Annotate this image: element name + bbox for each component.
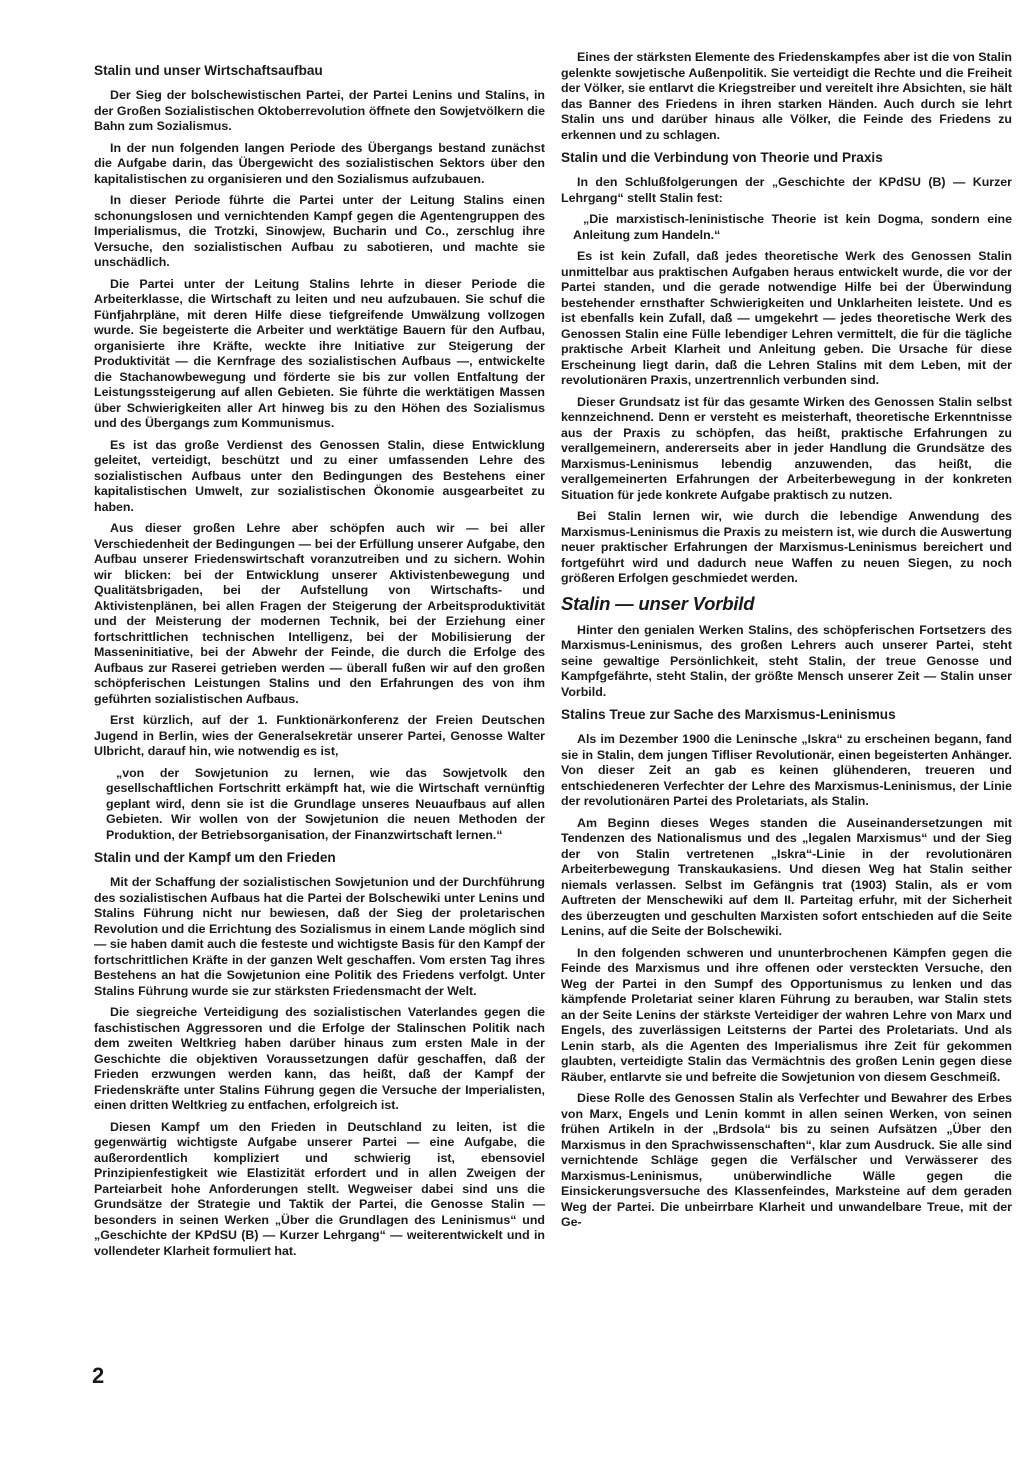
section-heading-frieden: Stalin und der Kampf um den Frieden bbox=[94, 850, 336, 865]
paragraph: Der Sieg der bolschewistischen Partei, der Partei Lenins und Stalins, in der Großen Sozialistischen Oktoberrevolution öffnete den Sowjetvölkern die Bahn zum Sozialismus. bbox=[94, 88, 545, 133]
paragraph: Am Beginn dieses Weges standen die Auseinandersetzungen mit Tendenzen des Nationalismus und des „legalen Marxismus“ und der Sieg der von Stalin vertretenen „Iskra“-Linie in der revolutionären Arbeiterbewegung Transkaukasiens. Und diesen Weg hat Stalin seither niemals verlassen. Selbst im Gefängnis trat (1903) Stalin, als er vom Auftreten der Menschewiki auf dem II. Parteitag erfuhr, mit der Sicherheit des überzeugten und geschulten Marxisten sofort entschieden auf die Seite Lenins, auf die Seite der Bolschewiki. bbox=[561, 815, 1012, 938]
paragraph: Eines der stärksten Elemente des Friedenskampfes aber ist die von Stalin gelenkte sowjetische Außenpolitik. Sie verteidigt die Rechte und die Freiheit der Völker, sie entlarvt die Kriegstreiber und vereitelt ihre Absichten, sie hält das Banner des Friedens in ihren starken Händen. Auch durch sie lehrt Stalin uns und darüber hinaus alle Völker, die Feinde des Friedens zu erkennen und zu schlagen. bbox=[561, 50, 1012, 142]
paragraph: In der nun folgenden langen Periode des Übergangs bestand zunächst die Aufgabe darin, das Übergewicht des sozialistischen Sektors über den kapitalistischen zu organisieren und den Sozialismus aufzubauen. bbox=[94, 140, 545, 186]
right-column bbox=[561, 50, 1012, 1237]
paragraph: In den folgenden schweren und ununterbrochenen Kämpfen gegen die Feinde des Marxismus und ihre offenen oder versteckten Versuche, den Weg der Partei in den Sumpf des Opportunismus zu lenken und das kämpfende Proletariat seiner klaren Führung zu berauben, war Stalin stets an der Seite Lenins der stärkste Verteidiger der wahren Lehre von Marx und Engels, des zuverlässigen Leitsterns der Partei des Proletariats. Und als Lenin starb, als die Agenten des Imperialismus ihre Zeit für gekommen glaubten, verteidigte Stalin das Vermächtnis des großen Lenin gegen diese Räuber, entlarvte sie und befreite die Sowjetunion von diesem Geschmeiß. bbox=[561, 945, 1012, 1084]
paragraph: Die Partei unter der Leitung Stalins lehrte in dieser Periode die Arbeiterklasse, die Wirtschaft zu leiten und neu aufzubauen. Sie schuf die Fünfjahrpläne, mit deren Hilfe diese tiefgreifende Umwälzung vollzogen wurde. Sie begeisterte die Arbeiter und werktätige Bauern für den Aufbau, organisierte ihre Kräfte, weckte ihre Initiative zur Steigerung der Produktivität — die Kernfrage des sozialistischen Aufbaus —, entwickelte die Stachanowbewegung und förderte sie bis zur vollen Entfaltung der Leistungssteigerung auf allen Gebieten. Sie führte die werktätigen Massen über Schwierigkeiten aller Art hinweg bis zu den Höhen des Sozialismus und des Übergangs zum Kommunismus. bbox=[94, 276, 545, 430]
paragraph: Diesen Kampf um den Frieden in Deutschland zu leiten, ist die gegenwärtig wichtigste Aufgabe unserer Partei — eine Aufgabe, die außerordentlich kompliziert und schwierig ist, ebensoviel Prinzipienfestigkeit wie Elastizität erfordert und in allen Zweigen der Parteiarbeit hohe Anforderungen stellt. Wegweiser dabei sind uns die Grundsätze der Strategie und Taktik der Partei, die Genosse Stalin — besonders in seinen Werken „Über die Grundlagen des Leninismus“ und „Geschichte der KPdSU (B) — Kurzer Lehrgang“ — weiterentwickelt und in vollendeter Klarheit formuliert hat. bbox=[94, 1119, 545, 1258]
quote-theorie: „Die marxistisch-leninistische Theorie ist kein Dogma, sondern eine Anleitung zum Handeln.“ bbox=[573, 212, 1012, 242]
section-heading-wirtschaftsaufbau: Stalin und unser Wirtschaftsaufbau bbox=[94, 63, 323, 78]
section-heading-theorie-praxis: Stalin und die Verbindung von Theorie und Praxis bbox=[561, 150, 883, 165]
section-heading-treue: Stalins Treue zur Sache des Marxismus-Leninismus bbox=[561, 707, 896, 722]
paragraph: In den Schlußfolgerungen der „Geschichte der KPdSU (B) — Kurzer Lehrgang“ stellt Stalin fest: bbox=[561, 175, 1012, 205]
left-column bbox=[94, 58, 545, 1265]
section-heading-vorbild: Stalin — unser Vorbild bbox=[561, 592, 755, 614]
paragraph: Als im Dezember 1900 die Leninsche „Iskra“ zu erscheinen begann, fand sie in Stalin, dem jungen Tifliser Revolutionär, einen begeisterten Anhänger. Von dieser Zeit an gab es keinen glühenderen, treueren und entschiedeneren Verfechter der Lehre des Marxismus-Leninismus, der Linie der revolutionären Partei des Proletariats, als Stalin. bbox=[561, 732, 1012, 808]
paragraph: Hinter den genialen Werken Stalins, des schöpferischen Fortsetzers des Marxismus-Leninismus, des großen Lehrers auch unserer Partei, steht seine gewaltige Persönlichkeit, steht Stalin, der treue Genosse und Kampfgefährte, steht Stalin, der größte Mensch unserer Zeit — Stalin unser Vorbild. bbox=[561, 622, 1012, 699]
paragraph: Bei Stalin lernen wir, wie durch die lebendige Anwendung des Marxismus-Leninismus die Praxis zu meistern ist, wie durch die Auswertung neuer praktischer Erfahrungen der Marxismus-Leninismus bereichert und fortgeführt wird und dadurch neue Waffen zu neuen Siegen, zu noch größeren Erfolgen geschmiedet werden. bbox=[561, 509, 1012, 585]
quote-ulbricht: „von der Sowjetunion zu lernen, wie das Sowjetvolk den gesellschaftlichen Fortschritt erkämpft hat, wie die Wirtschaft vernünftig geplant wird, denn sie ist die Grundlage unseres Neuaufbaus auf allen Gebieten. Wir wollen von der Sowjetunion die neuen Methoden der Produktion, der Betriebsorganisation, der Finanzwirtschaft lernen.“ bbox=[106, 765, 545, 842]
paragraph: Erst kürzlich, auf der 1. Funktionärkonferenz der Freien Deutschen Jugend in Berlin, wies der Generalsekretär unserer Partei, Genosse Walter Ulbricht, darauf hin, wie notwendig es ist, bbox=[94, 713, 545, 758]
paragraph: Die siegreiche Verteidigung des sozialistischen Vaterlandes gegen die faschistischen Aggressoren und die Erfolge der Stalinschen Politik nach dem zweiten Weltkrieg haben darüber hinaus zum ersten Male in der Geschichte die objektiven Voraussetzungen dafür geschaffen, daß der Frieden erzwungen werden kann, das heißt, daß der Kampf der Friedenskräfte unter Stalins Führung gegen die Versuche der Imperialisten, einen dritten Weltkrieg zu entfachen, erfolgreich ist. bbox=[94, 1005, 545, 1112]
paragraph: Dieser Grundsatz ist für das gesamte Wirken des Genossen Stalin selbst kennzeichnend. Denn er versteht es meisterhaft, theoretische Erkenntnisse aus der Praxis zu schöpfen, das heißt, praktische Erfahrungen zu verallgemeinern, andererseits aber in jeder Handlung die Grundsätze des Marxismus-Leninismus lebendig anzuwenden, das heißt, die verallgemeinerten Erfahrungen der Arbeiterbewegung in der konkreten Situation für jede konkrete Aufgabe praktisch zu nutzen. bbox=[561, 394, 1012, 502]
page-number: 2 bbox=[92, 1363, 105, 1388]
paragraph: Es ist das große Verdienst des Genossen Stalin, diese Entwicklung geleitet, verteidigt, beschützt und zu einer umfassenden Lehre des sozialistischen Aufbaus unter den Bedingungen des Bestehens einer kapitalistischen Umwelt, zur sozialistischen Ökonomie ausgearbeitet zu haben. bbox=[94, 437, 545, 514]
paragraph: Mit der Schaffung der sozialistischen Sowjetunion und der Durchführung des sozialistischen Aufbaus hat die Partei der Bolschewiki unter Lenins und Stalins Führung nicht nur bewiesen, daß der Sieg der proletarischen Revolution und die Errichtung des Sozialismus in einem Lande möglich sind — sie haben damit auch die festeste und wichtigste Basis für den Kampf der fortschrittlichen Kräfte in der ganzen Welt geschaffen. Vom ersten Tag ihres Bestehens an hat die Sowjetunion eine Politik des Friedens verfolgt. Unter Stalins Führung wurde sie zur stärksten Friedensmacht der Welt. bbox=[94, 875, 545, 998]
paragraph: Es ist kein Zufall, daß jedes theoretische Werk des Genossen Stalin unmittelbar aus praktischen Aufgaben heraus entwickelt wurde, die vor der Partei standen, und die gerade notwendige Hilfe bei der Überwindung bestehender ernsthafter Schwierigkeiten und Unklarheiten leistete. Und es ist ebenfalls kein Zufall, daß — umgekehrt — jedes theoretische Werk des Genossen Stalin eine Fülle lebendiger Lehren vermittelt, die für die tägliche praktische Arbeit Klarheit und Anleitung geben. Die Ursache für diese Erscheinung liegt darin, daß die Lehren Stalins mit dem Leben, mit der revolutionären Praxis, unzertrennlich verbunden sind. bbox=[561, 249, 1012, 387]
paragraph: Diese Rolle des Genossen Stalin als Verfechter und Bewahrer des Erbes von Marx, Engels und Lenin kommt in allen seinen Werken, von seinen frühen Artikeln in der „Brdsola“ bis zu seinen Aufsätzen „Über den Marxismus in den Sprachwissenschaften“, klar zum Ausdruck. Sie alle sind vernichtende Schläge gegen die Verfälscher und Verwässerer des Marxismus-Leninismus, unüberwindliche Wälle gegen die Einsickerungsversuche des Klassenfeindes, Marksteine auf dem geraden Weg der Partei. Die unbeirrbare Klarheit und unwandelbare Treue, mit der Ge- bbox=[561, 1091, 1012, 1229]
paragraph: Aus dieser großen Lehre aber schöpfen auch wir — bei aller Verschiedenheit der Bedingungen — bei der Erfüllung unserer Aufgabe, den Aufbau unserer Friedenswirtschaft voranzutreiben und zu sichern. Wohin wir blicken: bei der Entwicklung unserer Aktivistenbewegung und Qualitätsbrigaden, bei der Aufstellung von Wirtschafts- und Aktivistenplänen, bei allen Fragen der Steigerung der Arbeitsproduktivität und der Meisterung der modernen Technik, bei der Erziehung einer fortschrittlichen technischen Intelligenz, bei der Mobilisierung der Masseninitiative, bei der Abwehr der Feinde, die durch die Erfolge des Aufbaus zur Raserei getrieben werden — überall fußen wir auf den großen schöpferischen Leistungen Stalins und den Erfahrungen des von ihm geführten sozialistischen Aufbaus. bbox=[94, 521, 545, 706]
paragraph: In dieser Periode führte die Partei unter der Leitung Stalins einen schonungslosen und vernichtenden Kampf gegen die Agentengruppen des Imperialismus, die Trotzki, Sinowjew, Bucharin und Co., zerschlug ihre Versuche, den sozialistischen Aufbau zu sabotieren, und machte sie unschädlich. bbox=[94, 193, 545, 269]
